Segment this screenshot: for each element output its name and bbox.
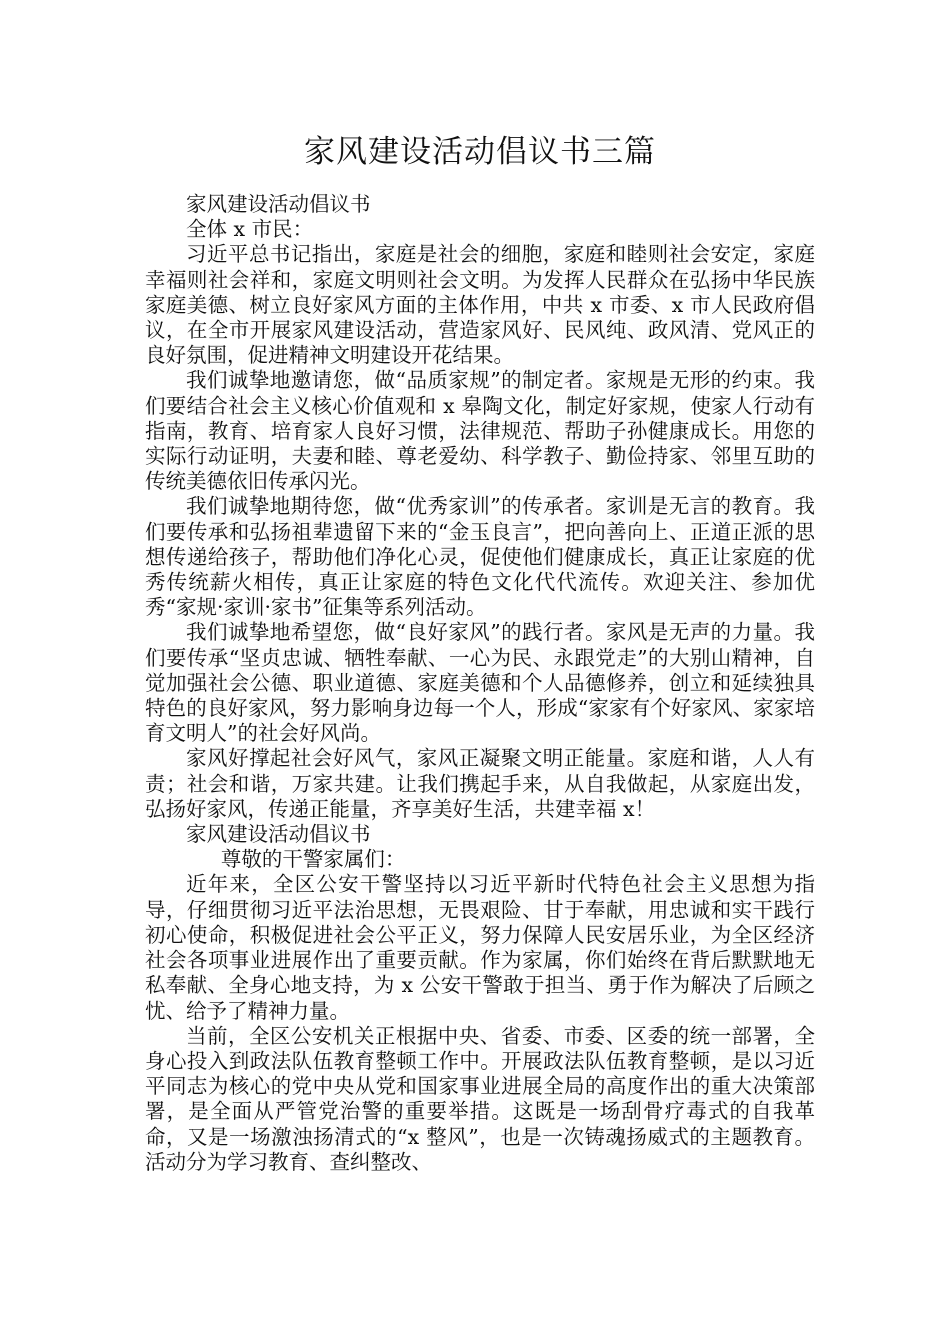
paragraph: 近年来，全区公安干警坚持以习近平新时代特色社会主义思想为指导，仔细贯彻习近平法治思想，无畏艰险、甘于奉献，用忠诚和实干践行初心使命，积极促进社会公平正义，努力保障人民安居乐业，为全区经济社会各项事业进展作出了重要贡献。作为家属，你们始终在背后默默地无私奉献、全身心地支持，为 x 公安干警敢于担当、勇于作为解决了后顾之忧、给予了精神力量。 xyxy=(145,872,815,1023)
paragraph: 家风建设活动倡议书 xyxy=(186,192,371,216)
paragraph: 我们诚挚地邀请您，做“品质家规”的制定者。家规是无形的约束。我们要结合社会主义核心价值观和 x 皋陶文化，制定好家规，使家人行动有指南，教育、培育家人良好习惯，法律规范、帮助子孙健康成长。用您的实际行动证明，夫妻和睦、尊老爱幼、科学教子、勤俭持家、邻里互助的传统美德依旧传承闪光。 xyxy=(145,368,815,494)
paragraph: 我们诚挚地期待您，做“优秀家训”的传承者。家训是无言的教育。我们要传承和弘扬祖辈遗留下来的“金玉良言”，把向善向上、正道正派的思想传递给孩子，帮助他们净化心灵，促使他们健康成长，真正让家庭的优秀传统薪火相传，真正让家庭的特色文化代代流传。欢迎关注、参加优秀“家规·家训·家书”征集等系列活动。 xyxy=(145,494,815,620)
paragraph: 全体 x 市民： xyxy=(186,217,314,242)
paragraph: 当前，全区公安机关正根据中央、省委、市委、区委的统一部署，全身心投入到政法队伍教育整顿工作中。开展政法队伍教育整顿，是以习近平同志为核心的党中央从党和国家事业进展全局的高度作出的重大决策部署，是全面从严管党治警的重要举措。这既是一场刮骨疗毒式的自我革命，又是一场激浊扬清式的“x 整风”，也是一次铸魂扬威式的主题教育。活动分为学习教育、查纠整改、 xyxy=(145,1023,815,1174)
document-body xyxy=(145,192,815,1175)
paragraph: 习近平总书记指出，家庭是社会的细胞，家庭和睦则社会安定，家庭幸福则社会祥和，家庭文明则社会文明。为发挥人民群众在弘扬中华民族家庭美德、树立良好家风方面的主体作用，中共 x 市委、x 市人民政府倡议，在全市开展家风建设活动，营造家风好、民风纯、政风清、党风正的良好氛围，促进精神文明建设开花结果。 xyxy=(145,242,815,368)
document-page xyxy=(145,0,815,1175)
page-title: 家风建设活动倡议书三篇 xyxy=(304,134,656,170)
paragraph: 尊敬的干警家属们： xyxy=(220,847,406,872)
paragraph: 家风好撑起社会好风气，家风正凝聚文明正能量。家庭和谐，人人有责；社会和谐，万家共建。让我们携起手来，从自我做起，从家庭出发，弘扬好家风，传递正能量，齐享美好生活，共建幸福 x！ xyxy=(145,746,815,821)
paragraph: 我们诚挚地希望您，做“良好家风”的践行者。家风是无声的力量。我们要传承“坚贞忠诚、牺牲奉献、一心为民、永跟党走”的大别山精神，自觉加强社会公德、职业道德、家庭美德和个人品德修养，创立和延续独具特色的良好家风，努力影响身边每一个人，形成“家家有个好家风、家家培育文明人”的社会好风尚。 xyxy=(145,620,815,746)
paragraph: 家风建设活动倡议书 xyxy=(186,822,371,847)
